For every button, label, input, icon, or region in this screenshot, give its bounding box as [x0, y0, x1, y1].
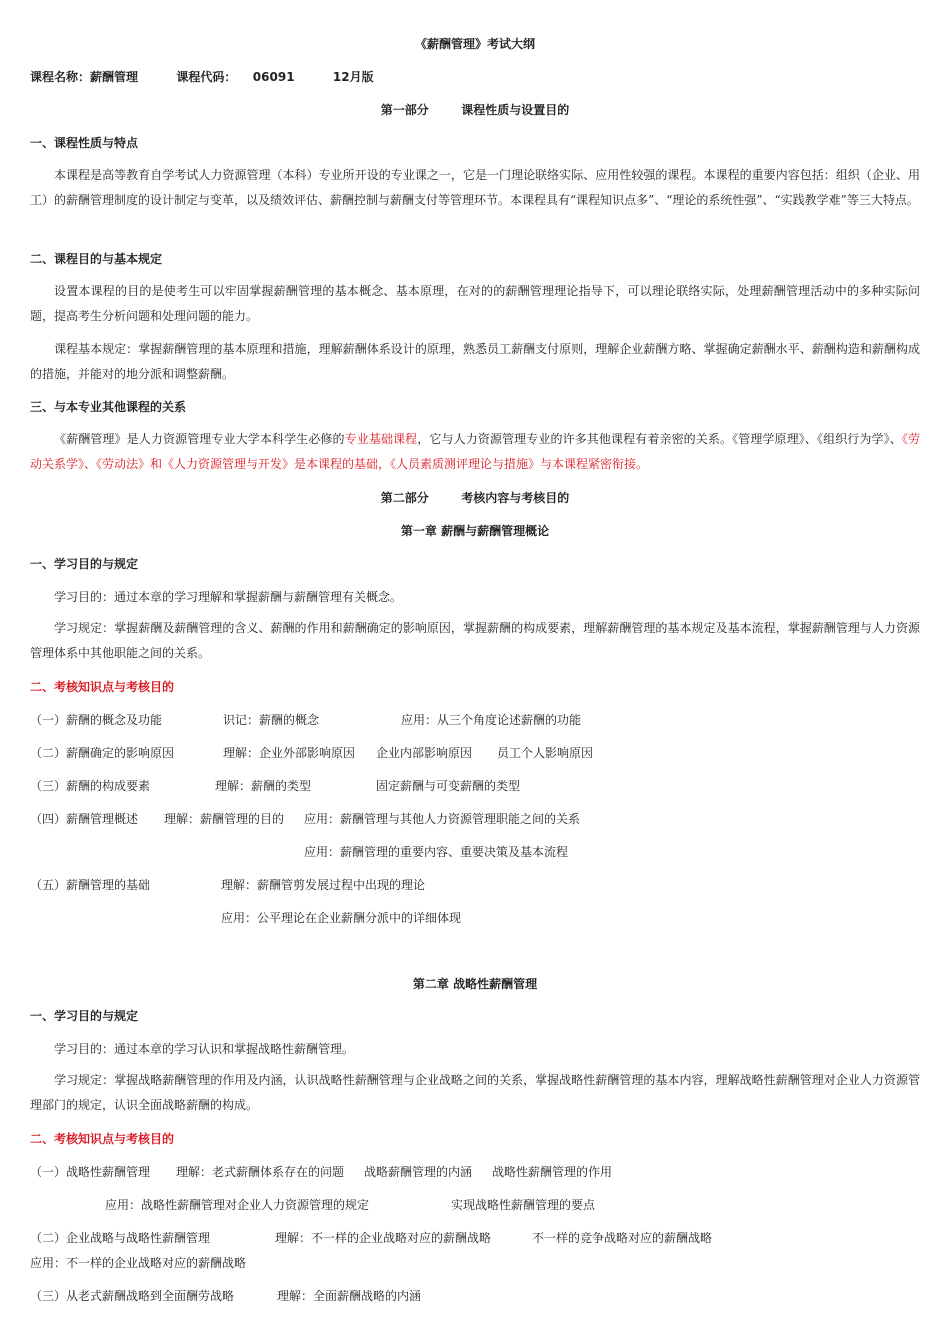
- ch1-item4-apply-2: 应用：薪酬管理的重要内容、重要决策及基本流程: [304, 845, 569, 859]
- part1-section2-title: 二、课程目的与基本规定: [30, 252, 163, 266]
- document-title: 《薪酬管理》考试大纲: [414, 37, 535, 51]
- ch2-item3-understand: 理解：全面薪酬战略的内涵: [277, 1289, 422, 1303]
- ch2-item1-understand-3: 战略性薪酬管理的作用: [492, 1165, 613, 1179]
- course-code: 06091: [252, 70, 295, 84]
- ch1-item2-understand: 理解：企业外部影响原因: [223, 746, 356, 760]
- ch2-item2-apply: 应用：不一样的企业战略对应的薪酬战略: [30, 1256, 247, 1270]
- chapter1-goal: 学习目的：通过本章的学习理解和掌握薪酬与薪酬管理有关概念。: [54, 590, 403, 604]
- course-info-line: [30, 69, 374, 85]
- part1-section1-paragraph: 本课程是高等教育自学考试人力资源管理（本科）专业所开设的专业课之一，它是一门理论联络实际、应用性较强的课程。本课程的重要内容包括：组织（企业、用工）的薪酬管理制度的设计制定与变革，以及绩效评估、薪酬控制与薪酬支付等管理环节。本课程具有“课程知识点多”、“理论的系统性强”、“实践教学难”等三大特点。: [30, 168, 920, 207]
- course-code-label: 课程代码：: [176, 70, 237, 84]
- ch1-item3-topic: （三）薪酬的构成要素: [30, 779, 151, 793]
- s3-text-4-highlight: 《劳动关系学》、《劳动法》和《人力资源管理与开发》是本课程的基础，《人员素质测评理论与措施》与本课程紧密衔接。: [30, 432, 920, 471]
- ch2-item3-topic: （三）从老式薪酬战略到全面酬劳战略: [30, 1289, 235, 1303]
- ch1-item3-understand-2: 固定薪酬与可变薪酬的类型: [376, 779, 521, 793]
- chapter2-title: 第二章 战略性薪酬管理: [412, 977, 538, 991]
- part2-heading: [30, 490, 920, 506]
- s3-text-3: ，它与人力资源管理专业的许多其他课程有着亲密的关系。《管理学原理》、《组织行为学》、: [417, 432, 902, 446]
- ch2-item2-understand: 理解：不一样的企业战略对应的薪酬战略: [275, 1231, 492, 1245]
- part1-heading: [30, 102, 920, 118]
- ch2-item1-understand: 理解：老式薪酬体系存在的问题: [176, 1165, 345, 1179]
- ch1-item1-topic: （一）薪酬的概念及功能: [30, 713, 163, 727]
- part2-heading-number: 第二部分: [380, 491, 429, 505]
- ch1-item2-topic: （二）薪酬确定的影响原因: [30, 746, 175, 760]
- chapter2-goal: 学习目的：通过本章的学习认识和掌握战略性薪酬管理。: [54, 1042, 355, 1056]
- chapter2-section2-title: 二、考核知识点与考核目的: [30, 1132, 175, 1146]
- ch2-item2-topic: （二）企业战略与战略性薪酬管理: [30, 1231, 211, 1245]
- chapter2-section1-title: 一、学习目的与规定: [30, 1009, 139, 1023]
- ch2-item1-understand-2: 战略薪酬管理的内涵: [364, 1165, 473, 1179]
- ch1-item3-understand: 理解：薪酬的类型: [215, 779, 312, 793]
- ch1-item4-apply: 应用：薪酬管理与其他人力资源管理职能之间的关系: [304, 812, 581, 826]
- ch1-item4-topic: （四）薪酬管理概述: [30, 812, 139, 826]
- part1-section2-paragraph1: 设置本课程的目的是使考生可以牢固掌握薪酬管理的基本概念、基本原理，在对的的薪酬管理理论指导下，可以理论联络实际，处理薪酬管理活动中的多种实际问题，提高考生分析问题和处理问题的能力。: [30, 284, 920, 323]
- part1-section2-paragraph2: 课程基本规定：掌握薪酬管理的基本原理和措施，理解薪酬体系设计的原理，熟悉员工薪酬支付原则，理解企业薪酬方略、掌握确定薪酬水平、薪酬构造和薪酬构成的措施，并能对的地分派和调整薪酬。: [30, 342, 920, 381]
- chapter1-requirements: 学习规定：掌握薪酬及薪酬管理的含义、薪酬的作用和薪酬确定的影响原因，掌握薪酬的构成要素，理解薪酬管理的基本规定及基本流程，掌握薪酬管理与人力资源管理体系中其他职能之间的关系。: [30, 621, 920, 660]
- ch2-item2-understand-2: 不一样的竞争战略对应的薪酬战略: [532, 1231, 713, 1245]
- s3-text-2-highlight: 专业基础课程: [344, 432, 418, 446]
- ch1-item1-apply: 应用：从三个角度论述薪酬的功能: [401, 713, 582, 727]
- part2-heading-text: 考核内容与考核目的: [461, 491, 570, 505]
- ch1-item1-memorize: 识记：薪酬的概念: [223, 713, 320, 727]
- part1-section1-title: 一、课程性质与特点: [30, 136, 139, 150]
- course-name: 薪酬管理: [90, 70, 139, 84]
- ch1-item4-understand: 理解：薪酬管理的目的: [164, 812, 285, 826]
- ch1-item5-topic: （五）薪酬管理的基础: [30, 878, 151, 892]
- s3-text-1: 《薪酬管理》是人力资源管理专业大学本科学生必修的: [54, 432, 345, 446]
- course-edition: 12月版: [332, 70, 374, 84]
- ch2-item1-apply: 应用：战略性薪酬管理对企业人力资源管理的规定: [105, 1198, 370, 1212]
- chapter1-section1-title: 一、学习目的与规定: [30, 557, 139, 571]
- ch1-item5-apply: 应用：公平理论在企业薪酬分派中的详细体现: [221, 911, 462, 925]
- part1-section3-title: 三、与本专业其他课程的关系: [30, 400, 187, 414]
- ch1-item5-understand: 理解：薪酬管剪发展过程中出现的理论: [221, 878, 426, 892]
- ch2-item1-apply-2: 实现战略性薪酬管理的要点: [451, 1198, 596, 1212]
- ch1-item2-understand-2: 企业内部影响原因: [376, 746, 473, 760]
- ch1-item2-understand-3: 员工个人影响原因: [497, 746, 594, 760]
- ch2-item1-topic: （一）战略性薪酬管理: [30, 1165, 151, 1179]
- chapter2-requirements: 学习规定：掌握战略薪酬管理的作用及内涵，认识战略性薪酬管理与企业战略之间的关系，掌握战略性薪酬管理的基本内容，理解战略性薪酬管理对企业人力资源管理部门的规定，认识全面战略薪酬的构成。: [30, 1073, 920, 1112]
- part1-heading-text: 课程性质与设置目的: [461, 103, 570, 117]
- course-name-label: 课程名称：: [30, 70, 91, 84]
- chapter1-title: 第一章 薪酬与薪酬管理概论: [400, 524, 550, 538]
- part1-heading-number: 第一部分: [380, 103, 429, 117]
- chapter1-section2-title: 二、考核知识点与考核目的: [30, 680, 175, 694]
- part1-section3-paragraph: [30, 427, 920, 477]
